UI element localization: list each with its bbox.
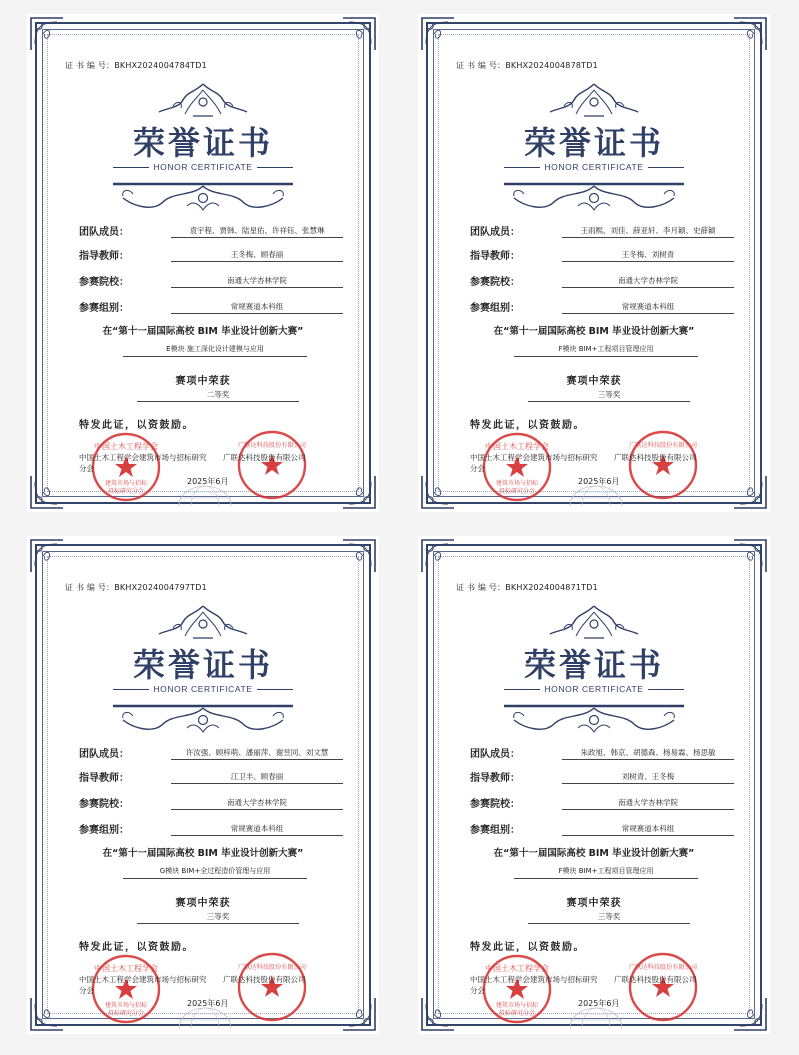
advisor-value: 刘树青、王冬梅	[562, 771, 734, 784]
field-label: 团队成员：	[79, 749, 129, 760]
certificate-subtitle: HONOR CERTIFICATE	[153, 684, 253, 694]
school-value: 南通大学杏林学院	[171, 275, 343, 288]
module-name: F模块 BIM+工程项目管理应用	[514, 865, 698, 879]
divider	[648, 167, 684, 168]
contest-name: 在“第十一届国际高校 BIM 毕业设计创新大赛”	[102, 326, 304, 337]
certificate-subtitle: HONOR CERTIFICATE	[544, 162, 644, 172]
team-members-field	[79, 744, 343, 760]
field-label: 参赛组别：	[470, 825, 520, 836]
field-label: 指导教师：	[470, 773, 520, 784]
globe-watermark-icon	[566, 484, 626, 506]
certificate-title: 荣誉证书	[523, 124, 664, 162]
closing-statement: 特发此证，以资鼓励。	[470, 942, 585, 953]
award-heading: 赛项中荣获	[566, 376, 622, 387]
corner-ornament-icon	[339, 14, 379, 54]
title-crown-ornament-icon	[143, 80, 263, 118]
seal-stamp-icon	[626, 950, 700, 1024]
corner-ornament-icon	[730, 472, 770, 512]
title-crown-ornament-icon	[534, 80, 654, 118]
advisor-field	[470, 768, 734, 784]
module-name: F模块 BIM+工程项目管理应用	[514, 343, 698, 357]
title-scroll-ornament-icon	[103, 698, 303, 738]
seal-text: 投标研究分会	[498, 1010, 536, 1017]
seal-text: 中国土木工程学会	[94, 442, 158, 451]
field-label: 指导教师：	[79, 251, 129, 262]
certificate-title: 荣誉证书	[132, 646, 273, 684]
certificate-subtitle-row	[504, 683, 684, 695]
group-value: 常规赛道本科组	[171, 301, 343, 314]
issue-date: 2025年6月	[578, 477, 620, 486]
corner-ornament-icon	[418, 536, 458, 576]
globe-watermark-icon	[175, 1006, 235, 1028]
seal-stamp-icon	[626, 428, 700, 502]
seal-text: 建筑市场与招标	[104, 1002, 148, 1009]
certificate-subtitle-row	[113, 683, 293, 695]
seal-text: 广联达科技股份有限公司	[628, 442, 698, 449]
award-heading: 赛项中荣获	[175, 898, 231, 909]
team-members-value: 袁宇程、贾韩、陆星佑、许祥钰、张慧琳	[171, 225, 343, 238]
field-label: 参赛组别：	[79, 825, 129, 836]
school-field	[470, 794, 734, 810]
advisor-value: 江卫丰、顾春丽	[171, 771, 343, 784]
corner-ornament-icon	[27, 472, 67, 512]
school-value: 南通大学杏林学院	[562, 275, 734, 288]
contest-name: 在“第十一届国际高校 BIM 毕业设计创新大赛”	[493, 326, 695, 337]
seal-text: 投标研究分会	[498, 488, 536, 495]
advisor-field	[470, 246, 734, 262]
seal-text: 投标研究分会	[107, 488, 145, 495]
issuer-company: 广联达科技股份有限公司	[614, 453, 697, 462]
team-members-field	[470, 744, 734, 760]
seal-stamp-icon	[235, 428, 309, 502]
contest-name: 在“第十一届国际高校 BIM 毕业设计创新大赛”	[102, 848, 304, 859]
field-label: 参赛组别：	[79, 303, 129, 314]
issuer-organization: 中国土木工程学会建筑市场与招标研究分会	[470, 975, 598, 995]
certificate-subtitle: HONOR CERTIFICATE	[544, 684, 644, 694]
group-field	[470, 298, 734, 314]
certificate-subtitle-row	[504, 161, 684, 173]
field-label: 参赛组别：	[470, 303, 520, 314]
certificate-number: 证 书 编 号：BKHX2024004871TD1	[456, 583, 598, 592]
school-value: 南通大学杏林学院	[562, 797, 734, 810]
corner-ornament-icon	[730, 994, 770, 1034]
issuer-organization: 中国土木工程学会建筑市场与招标研究分会	[470, 453, 598, 473]
divider	[113, 689, 149, 690]
certificate-subtitle: HONOR CERTIFICATE	[153, 162, 253, 172]
advisor-value: 王冬梅、顾春丽	[171, 249, 343, 262]
corner-ornament-icon	[730, 536, 770, 576]
corner-ornament-icon	[418, 14, 458, 54]
seal-stamp-icon	[235, 950, 309, 1024]
field-label: 参赛院校：	[470, 799, 520, 810]
corner-ornament-icon	[418, 472, 458, 512]
award-value: 二等奖	[137, 388, 299, 402]
seal-text: 投标研究分会	[107, 1010, 145, 1017]
corner-ornament-icon	[418, 994, 458, 1034]
field-label: 指导教师：	[470, 251, 520, 262]
school-field	[79, 272, 343, 288]
issuer-company: 广联达科技股份有限公司	[223, 453, 306, 462]
school-field	[79, 794, 343, 810]
field-label: 团队成员：	[79, 227, 129, 238]
award-heading: 赛项中荣获	[175, 376, 231, 387]
group-field	[79, 298, 343, 314]
advisor-field	[79, 246, 343, 262]
seal-text: 建筑市场与招标	[495, 1002, 539, 1009]
field-label: 参赛院校：	[470, 277, 520, 288]
group-value: 常规赛道本科组	[562, 301, 734, 314]
certificate-1	[27, 14, 379, 512]
seal-text: 中国土木工程学会	[485, 964, 549, 973]
globe-watermark-icon	[175, 484, 235, 506]
closing-statement: 特发此证，以资鼓励。	[79, 942, 194, 953]
group-value: 常规赛道本科组	[562, 823, 734, 836]
seal-text: 建筑市场与招标	[104, 480, 148, 487]
issuer-company: 广联达科技股份有限公司	[223, 975, 306, 984]
issuer-company: 广联达科技股份有限公司	[614, 975, 697, 984]
divider	[257, 167, 293, 168]
field-label: 团队成员：	[470, 227, 520, 238]
certificate-number: 证 书 编 号：BKHX2024004784TD1	[65, 61, 207, 70]
seal-text: 广联达科技股份有限公司	[628, 964, 698, 971]
issuer-organization: 中国土木工程学会建筑市场与招标研究分会	[79, 975, 207, 995]
seal-text: 中国土木工程学会	[94, 964, 158, 973]
group-value: 常规赛道本科组	[171, 823, 343, 836]
field-label: 指导教师：	[79, 773, 129, 784]
advisor-field	[79, 768, 343, 784]
title-crown-ornament-icon	[534, 602, 654, 640]
field-label: 参赛院校：	[79, 277, 129, 288]
closing-statement: 特发此证，以资鼓励。	[470, 420, 585, 431]
module-name: G模块 BIM+全过程造价管理与应用	[123, 865, 307, 879]
certificate-4	[418, 536, 770, 1034]
corner-ornament-icon	[339, 472, 379, 512]
divider	[504, 689, 540, 690]
title-crown-ornament-icon	[143, 602, 263, 640]
certificate-title: 荣誉证书	[132, 124, 273, 162]
seal-text: 广联达科技股份有限公司	[237, 442, 307, 449]
advisor-value: 王冬梅、刘树青	[562, 249, 734, 262]
issue-date: 2025年6月	[187, 999, 229, 1008]
team-members-value: 朱政旭、韩京、胡德森、杨易霖、杨思敏	[562, 747, 734, 760]
field-label: 参赛院校：	[79, 799, 129, 810]
school-value: 南通大学杏林学院	[171, 797, 343, 810]
title-scroll-ornament-icon	[494, 176, 694, 216]
seal-text: 中国土木工程学会	[485, 442, 549, 451]
divider	[257, 689, 293, 690]
title-scroll-ornament-icon	[494, 698, 694, 738]
certificate-3	[27, 536, 379, 1034]
issue-date: 2025年6月	[187, 477, 229, 486]
certificate-title: 荣誉证书	[523, 646, 664, 684]
award-value: 三等奖	[528, 910, 690, 924]
corner-ornament-icon	[27, 994, 67, 1034]
team-members-field	[79, 222, 343, 238]
globe-watermark-icon	[566, 1006, 626, 1028]
field-label: 团队成员：	[470, 749, 520, 760]
corner-ornament-icon	[339, 536, 379, 576]
school-field	[470, 272, 734, 288]
certificate-2	[418, 14, 770, 512]
title-scroll-ornament-icon	[103, 176, 303, 216]
divider	[648, 689, 684, 690]
corner-ornament-icon	[730, 14, 770, 54]
award-heading: 赛项中荣获	[566, 898, 622, 909]
group-field	[470, 820, 734, 836]
corner-ornament-icon	[27, 14, 67, 54]
corner-ornament-icon	[339, 994, 379, 1034]
seal-text: 建筑市场与招标	[495, 480, 539, 487]
certificate-subtitle-row	[113, 161, 293, 173]
group-field	[79, 820, 343, 836]
certificate-number: 证 书 编 号：BKHX2024004878TD1	[456, 61, 598, 70]
divider	[504, 167, 540, 168]
team-members-value: 王雨熙、刘佳、薛亚轩、李月颖、史薛颖	[562, 225, 734, 238]
seal-text: 广联达科技股份有限公司	[237, 964, 307, 971]
certificate-number: 证 书 编 号：BKHX2024004797TD1	[65, 583, 207, 592]
module-name: E模块 施工深化设计建模与应用	[123, 343, 307, 357]
team-members-value: 许汝强、顾梓萌、潘丽萍、谢昱同、刘文慧	[171, 747, 343, 760]
award-value: 三等奖	[528, 388, 690, 402]
closing-statement: 特发此证，以资鼓励。	[79, 420, 194, 431]
divider	[113, 167, 149, 168]
award-value: 三等奖	[137, 910, 299, 924]
team-members-field	[470, 222, 734, 238]
corner-ornament-icon	[27, 536, 67, 576]
contest-name: 在“第十一届国际高校 BIM 毕业设计创新大赛”	[493, 848, 695, 859]
issue-date: 2025年6月	[578, 999, 620, 1008]
issuer-organization: 中国土木工程学会建筑市场与招标研究分会	[79, 453, 207, 473]
